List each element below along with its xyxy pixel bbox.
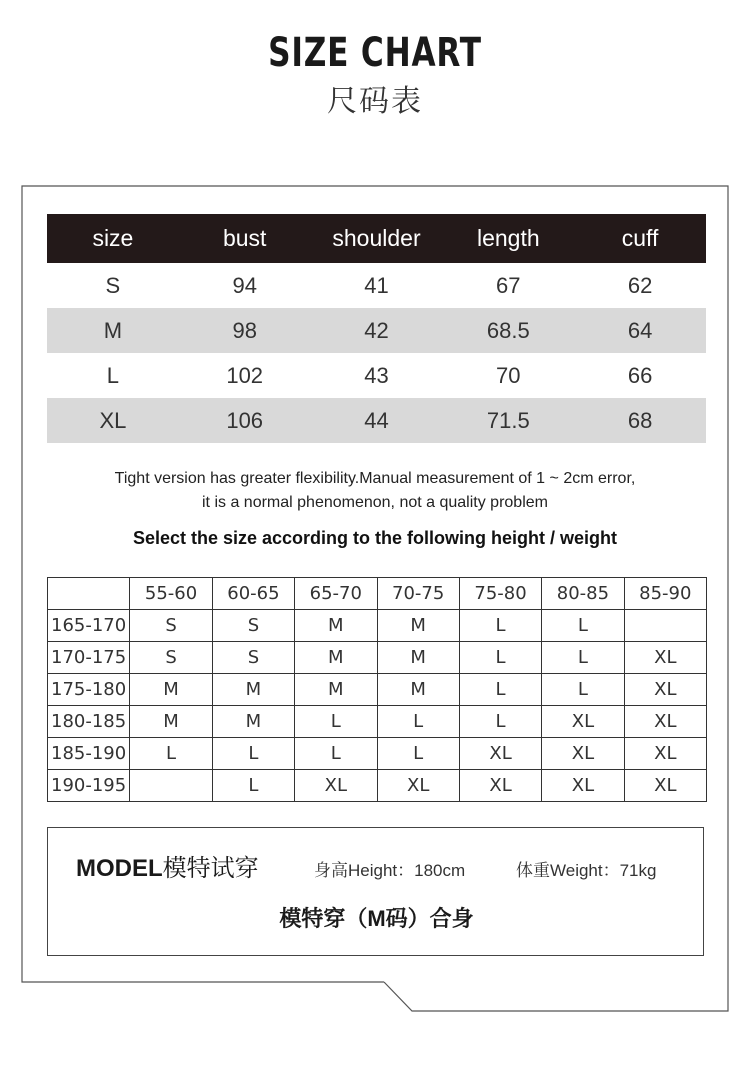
table-cell: 71.5 [442, 398, 574, 443]
table-cell: 106 [179, 398, 311, 443]
table-cell: M [130, 706, 212, 738]
hw-height-label: 185-190 [48, 738, 130, 770]
table-cell: XL [624, 706, 706, 738]
hw-corner-cell [48, 578, 130, 610]
table-cell: 94 [232, 272, 257, 298]
table-cell: 68 [574, 398, 706, 443]
table-cell: L [542, 642, 624, 674]
hw-height-label: 165-170 [48, 610, 130, 642]
hw-height-label: 170-175 [48, 642, 130, 674]
table-cell: 102 [226, 362, 264, 388]
table-cell: XL [47, 398, 179, 443]
header-size: size [47, 214, 179, 263]
table-cell: XL [459, 770, 541, 802]
table-cell: L [130, 738, 212, 770]
table-cell: 66 [627, 362, 653, 388]
header-length: length [442, 214, 574, 263]
table-cell: L [212, 738, 294, 770]
page-title: SIZE CHART [268, 30, 482, 76]
table-row [47, 353, 706, 398]
table-cell [130, 770, 212, 802]
table-cell: 67 [496, 272, 521, 298]
hw-weight-header: 55-60 [130, 578, 212, 610]
table-cell [624, 610, 706, 642]
table-cell: XL [295, 770, 377, 802]
model-height: 身高Height：180cm [314, 861, 466, 880]
table-cell: L [459, 674, 541, 706]
model-title-cn: 模特试穿 [162, 855, 259, 882]
table-cell: L [295, 706, 377, 738]
header-cuff: cuff [574, 214, 706, 263]
hw-weight-header: 85-90 [624, 578, 706, 610]
table-cell: M [212, 706, 294, 738]
hw-weight-header: 70-75 [377, 578, 459, 610]
table-cell: L [459, 642, 541, 674]
table-cell: M [47, 308, 179, 353]
table-cell: 98 [179, 308, 311, 353]
table-cell: L [106, 362, 120, 388]
table-row [47, 308, 706, 353]
table-row [48, 738, 707, 770]
table-row [48, 706, 707, 738]
table-cell: XL [624, 642, 706, 674]
size-table [47, 214, 706, 443]
table-cell: S [105, 272, 121, 298]
table-cell: 42 [311, 308, 443, 353]
hw-height-label: 175-180 [48, 674, 130, 706]
table-cell: 64 [574, 308, 706, 353]
table-cell: L [459, 610, 541, 642]
table-cell: S [212, 642, 294, 674]
table-cell: XL [542, 770, 624, 802]
table-cell: M [377, 610, 459, 642]
table-cell: XL [624, 738, 706, 770]
table-cell: XL [542, 738, 624, 770]
table-cell: M [212, 674, 294, 706]
table-cell: 70 [496, 362, 521, 388]
model-title [76, 848, 259, 883]
table-row [47, 398, 706, 443]
hw-height-label: 190-195 [48, 770, 130, 802]
table-cell: M [295, 642, 377, 674]
table-row [48, 674, 707, 706]
table-cell: L [542, 674, 624, 706]
table-cell: L [459, 706, 541, 738]
height-weight-table [47, 577, 707, 802]
table-cell: L [377, 738, 459, 770]
table-cell: L [377, 706, 459, 738]
table-row [48, 770, 707, 802]
table-cell: M [377, 674, 459, 706]
table-cell: M [295, 674, 377, 706]
model-title-en: MODEL [76, 855, 163, 882]
header-shoulder: shoulder [311, 214, 443, 263]
table-cell: 44 [311, 398, 443, 443]
table-cell: 41 [364, 272, 389, 298]
table-row [47, 263, 706, 308]
table-cell: S [130, 642, 212, 674]
model-info-box [47, 827, 704, 956]
header-bust: bust [179, 214, 311, 263]
table-cell: M [295, 610, 377, 642]
note-line-2: it is a normal phenomenon, not a quality problem [202, 494, 548, 511]
table-cell: S [130, 610, 212, 642]
table-cell: L [212, 770, 294, 802]
table-cell: XL [377, 770, 459, 802]
hw-weight-header: 65-70 [295, 578, 377, 610]
hw-weight-header: 60-65 [212, 578, 294, 610]
table-cell: XL [459, 738, 541, 770]
table-cell: XL [624, 770, 706, 802]
table-cell: XL [624, 674, 706, 706]
table-cell: S [212, 610, 294, 642]
model-weight: 体重Weight：71kg [516, 861, 657, 880]
hw-weight-header: 75-80 [459, 578, 541, 610]
table-row [48, 642, 707, 674]
hw-weight-header: 80-85 [542, 578, 624, 610]
table-cell: 68.5 [442, 308, 574, 353]
model-fit-note: 模特穿（M码）合身 [279, 906, 474, 931]
table-cell: XL [542, 706, 624, 738]
table-cell: 43 [364, 362, 389, 388]
hw-header-row [48, 578, 707, 610]
hw-height-label: 180-185 [48, 706, 130, 738]
table-row [48, 610, 707, 642]
height-weight-title: Select the size according to the following height / weight [132, 528, 618, 548]
table-cell: L [542, 610, 624, 642]
table-cell: M [130, 674, 212, 706]
size-table-header-row [47, 214, 706, 263]
page-subtitle: 尺码表 [327, 84, 423, 119]
note-line-1: Tight version has greater flexibility.Manual measurement of 1 ~ 2cm error, [114, 470, 636, 487]
table-cell: 62 [627, 272, 653, 298]
table-cell: L [295, 738, 377, 770]
table-cell: M [377, 642, 459, 674]
